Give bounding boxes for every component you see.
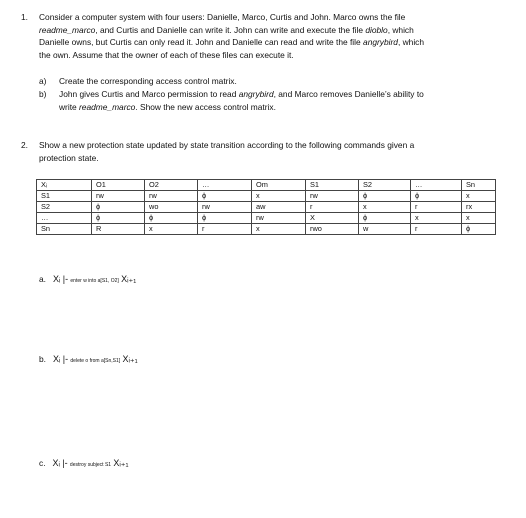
table-cell: X <box>306 213 359 224</box>
q1b-line2-text-b: . Show the new access control matrix. <box>135 101 276 112</box>
command-b-next: Xᵢ₊₁ <box>122 354 138 364</box>
table-cell: rw <box>306 191 359 202</box>
table-cell: Sn <box>37 224 92 235</box>
q1a-text: Create the corresponding access control matrix. <box>59 76 237 86</box>
table-cell: x <box>462 213 496 224</box>
table-cell: x <box>252 224 306 235</box>
table-cell: ϕ <box>462 224 496 235</box>
q1b-line2-text-a: write <box>59 101 80 112</box>
table-cell: rw <box>92 191 145 202</box>
command-c-turnstile: |- <box>62 458 68 468</box>
command-b-xi: Xᵢ <box>52 354 61 364</box>
table-cell: ϕ <box>92 202 145 213</box>
table-cell: … <box>37 213 92 224</box>
table-cell: ϕ <box>198 213 252 224</box>
table-cell: rw <box>252 213 306 224</box>
q1b-line1-text-b: , and Marco removes Danielle’s ability to <box>273 89 424 99</box>
q2-line1: Show a new protection state updated by state transition according to the following commands given a <box>39 140 415 150</box>
table-cell: Sn <box>462 180 496 191</box>
table-cell: x <box>462 191 496 202</box>
table-cell: S2 <box>37 202 92 213</box>
table-cell: w <box>359 224 411 235</box>
q1-number: 1. <box>21 12 28 22</box>
table-cell: rx <box>462 202 496 213</box>
q1-line3-text-a: Danielle owns, but Curtis can only read it. John and Danielle can read and write the file <box>39 37 364 48</box>
table-cell: R <box>92 224 145 235</box>
file-readme-marco-2: readme_marco <box>79 101 136 112</box>
table-cell: wo <box>145 202 198 213</box>
command-c <box>39 458 129 469</box>
q1-line2-text-b: , which <box>387 24 414 35</box>
q1-line2-text-a: , and Curtis and Danielle can write it. John can write and execute the file <box>95 24 366 35</box>
table-cell: ϕ <box>145 213 198 224</box>
q2-paragraph <box>39 139 509 164</box>
q1-line1: Consider a computer system with four users: Danielle, Marco, Curtis and John. Marco owns the file <box>39 12 406 22</box>
file-angrybird-2: angrybird <box>238 89 274 99</box>
table-row <box>37 213 496 224</box>
table-cell: Xᵢ <box>37 180 92 191</box>
q1b-line1 <box>59 88 509 101</box>
table-row <box>37 191 496 202</box>
command-b <box>39 354 138 365</box>
table-cell: aw <box>252 202 306 213</box>
table-cell: r <box>198 224 252 235</box>
table-cell: rwo <box>306 224 359 235</box>
q1b-line2 <box>59 101 509 114</box>
table-cell: ϕ <box>411 191 462 202</box>
command-c-xi: Xᵢ <box>52 458 60 468</box>
table-cell: rw <box>198 202 252 213</box>
table-cell: rw <box>145 191 198 202</box>
table-cell: x <box>252 191 306 202</box>
file-readme-marco: readme_marco <box>39 24 96 35</box>
q1-paragraph <box>39 11 509 61</box>
table-cell: S1 <box>37 191 92 202</box>
command-b-turnstile: |- <box>62 354 69 364</box>
q1-line2 <box>39 24 509 37</box>
file-angrybird: angrybird <box>363 37 398 48</box>
table-cell: ϕ <box>198 191 252 202</box>
table-row <box>37 202 496 213</box>
command-a-label: a. <box>39 274 46 284</box>
table-cell: r <box>306 202 359 213</box>
table-cell: x <box>359 202 411 213</box>
table-cell: Om <box>252 180 306 191</box>
table-cell: x <box>411 213 462 224</box>
command-a-next: Xᵢ₊₁ <box>121 274 137 284</box>
file-dioblo: dioblo <box>365 24 388 35</box>
q1b-label: b) <box>39 89 47 99</box>
command-c-label: c. <box>39 458 46 468</box>
q1-line3-text-b: , which <box>397 37 425 48</box>
q1b-line1-text-a: John gives Curtis and Marco permission to read <box>59 89 239 99</box>
command-b-label: b. <box>39 354 46 364</box>
table-cell: S1 <box>306 180 359 191</box>
command-a <box>39 274 136 285</box>
command-c-text: destroy subject S1 <box>69 462 112 468</box>
table-header-row <box>37 180 496 191</box>
command-a-xi: Xᵢ <box>52 274 61 284</box>
q1a-label: a) <box>39 76 47 86</box>
q2-number: 2. <box>21 140 28 150</box>
command-c-next: Xᵢ₊₁ <box>113 458 129 468</box>
table-cell: ϕ <box>359 213 411 224</box>
protection-state-table <box>36 179 496 235</box>
table-cell: S2 <box>359 180 411 191</box>
table-cell: r <box>411 224 462 235</box>
command-b-text: delete o from a[Sn,S1] <box>70 358 121 364</box>
table-cell: r <box>411 202 462 213</box>
q2-line2: protection state. <box>39 152 99 163</box>
table-cell: ϕ <box>359 191 411 202</box>
q1b-text <box>59 88 509 113</box>
table-cell: O1 <box>92 180 145 191</box>
q1-line4: the own. Assume that the owner of each of these files can execute it. <box>39 49 294 60</box>
table-cell: ϕ <box>92 213 145 224</box>
table-cell: O2 <box>145 180 198 191</box>
command-a-turnstile: |- <box>62 274 69 284</box>
table-cell: … <box>198 180 252 191</box>
table-cell: x <box>145 224 198 235</box>
table-cell: … <box>411 180 462 191</box>
table-row <box>37 224 496 235</box>
command-a-text: enter w into a[S1, O2] <box>70 278 119 284</box>
q1-line3 <box>39 36 509 49</box>
